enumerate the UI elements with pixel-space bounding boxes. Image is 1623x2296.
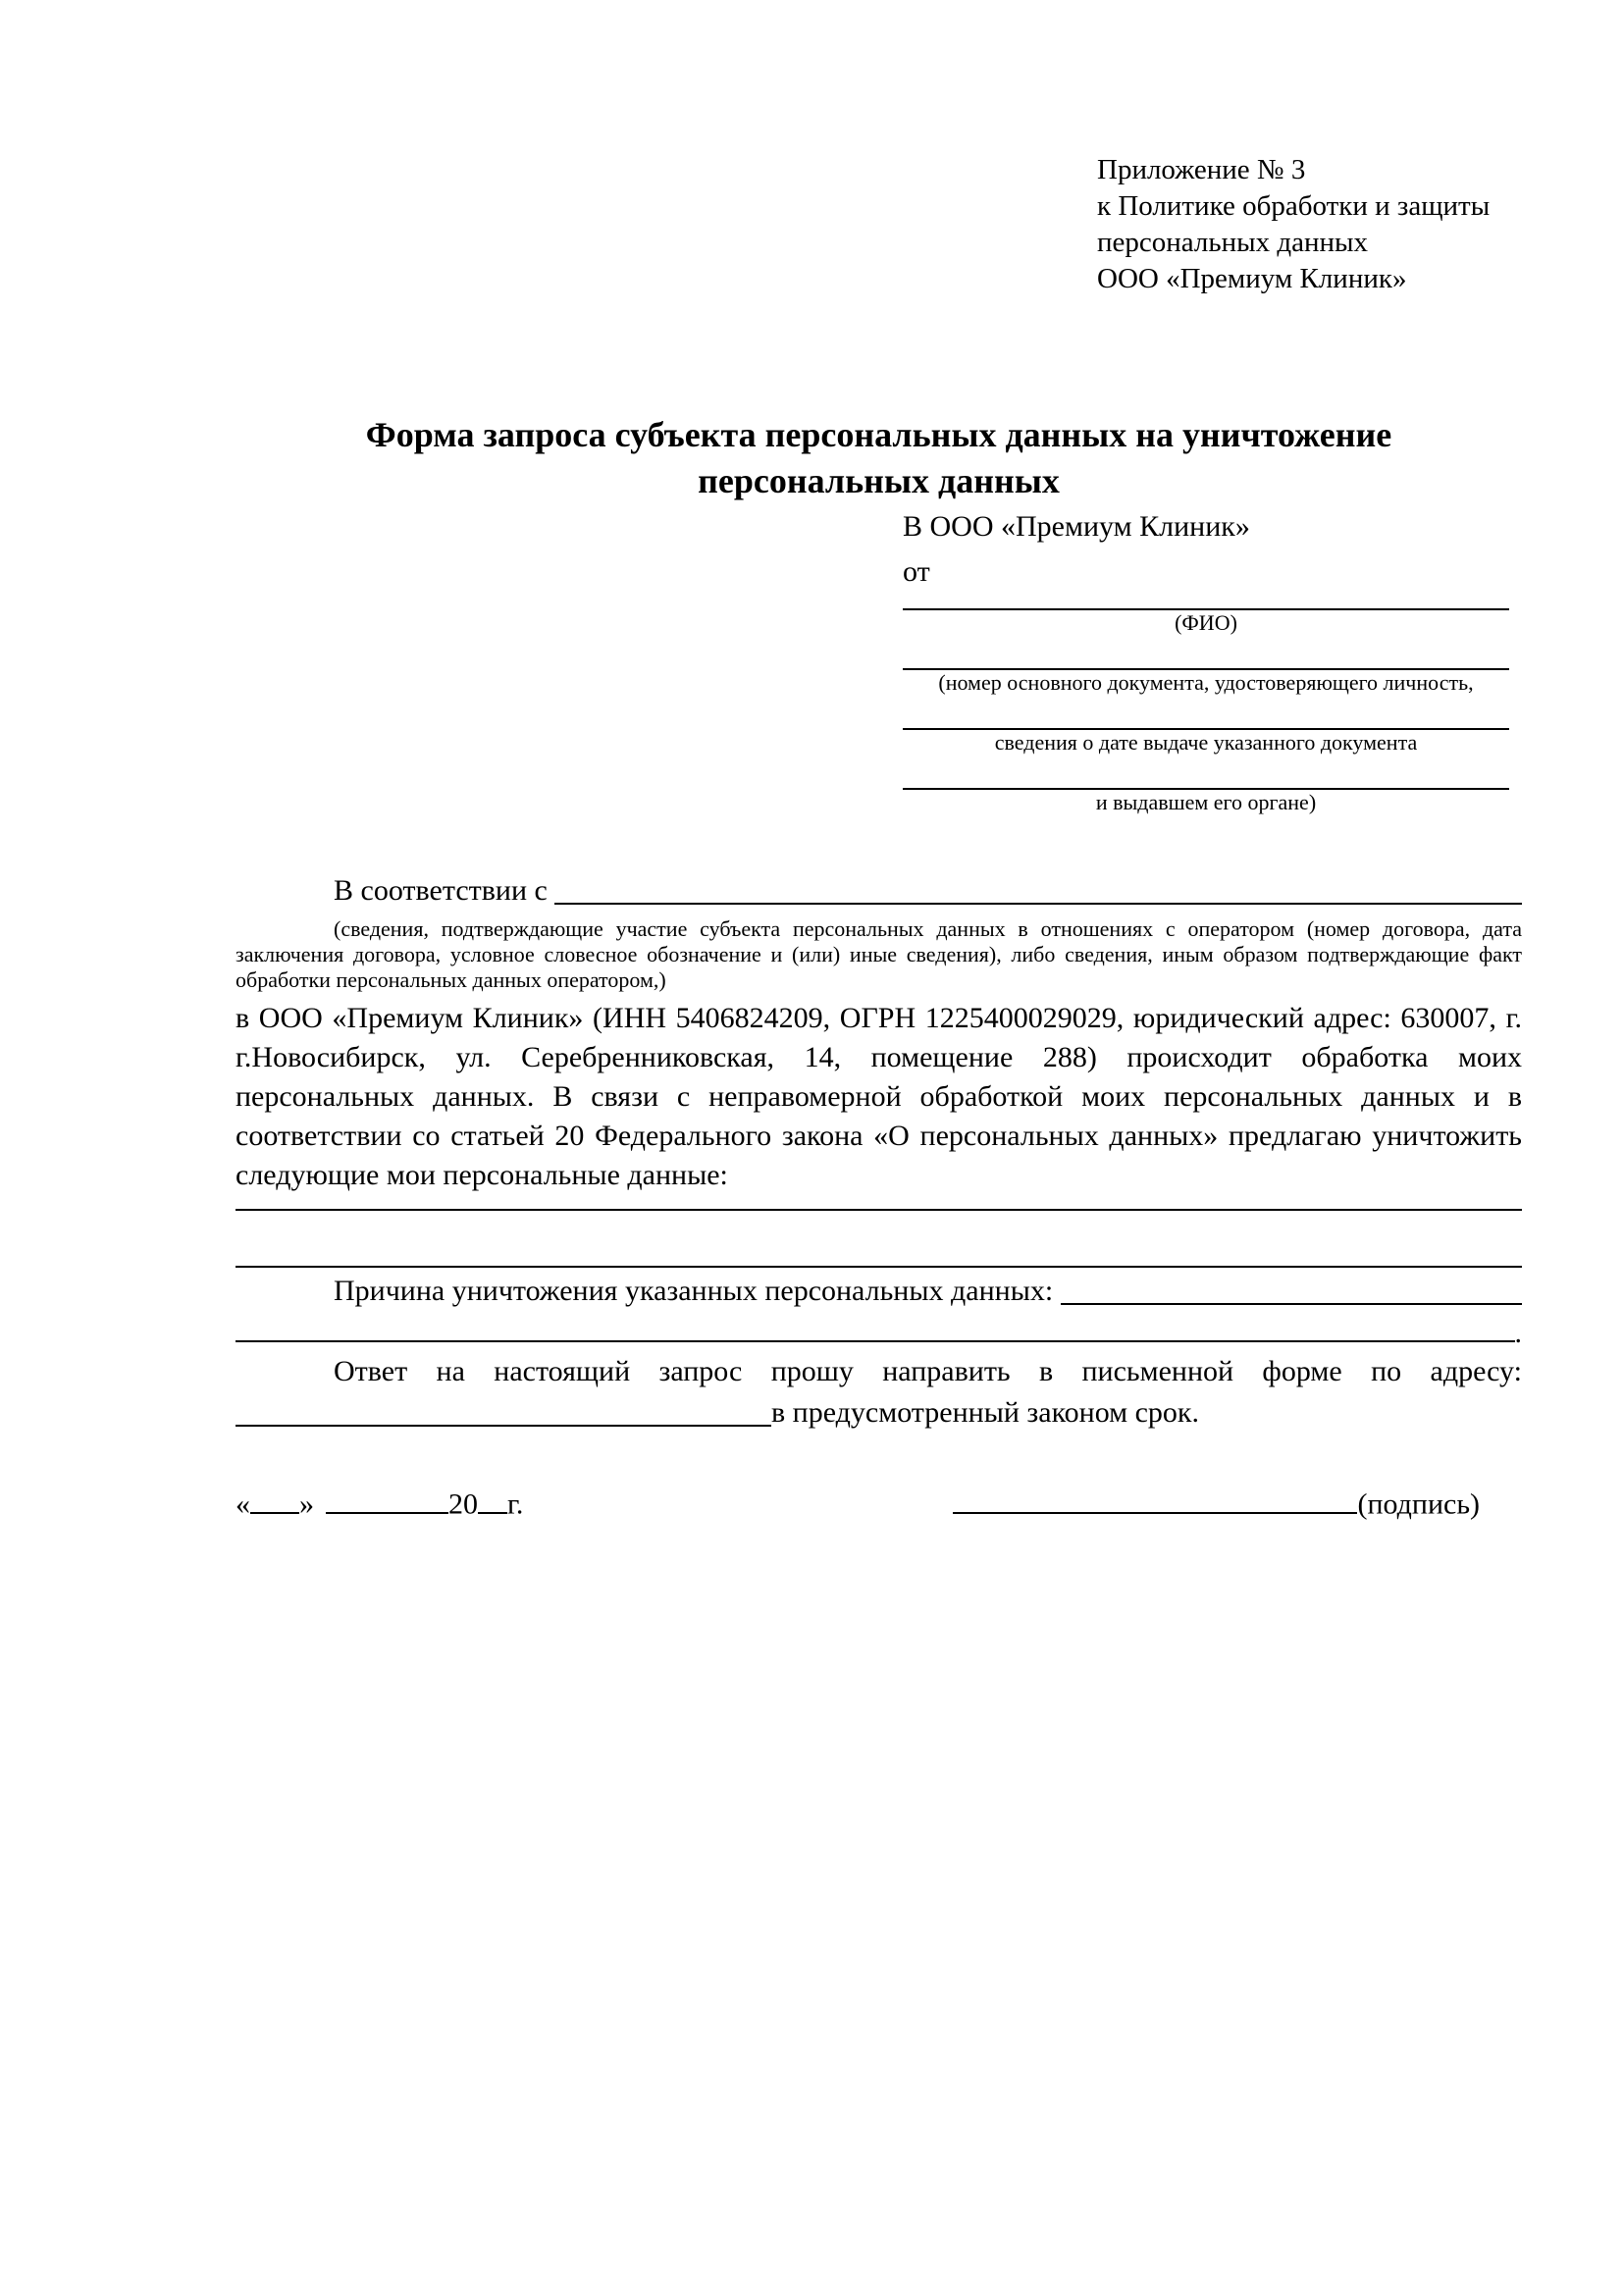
reason-lead-text: Причина уничтожения указанных персональных данных: xyxy=(334,1275,1061,1307)
addressee-block xyxy=(903,504,1509,814)
fio-caption: (ФИО) xyxy=(1175,610,1237,635)
form-title-line2: персональных данных xyxy=(698,461,1060,500)
accordance-row xyxy=(236,871,1522,911)
appendix-line: персональных данных xyxy=(1097,227,1369,258)
appendix-line: ООО «Премиум Клиник» xyxy=(1097,263,1407,294)
term-text: в предусмотренный законом срок. xyxy=(771,1396,1199,1429)
answer-paragraph: Ответ на настоящий запрос прошу направить в письменной форме по адресу: xyxy=(334,1355,1522,1387)
date-year-prefix: 20 xyxy=(448,1487,478,1521)
fio-blank-line xyxy=(903,595,1509,610)
document-issuer-blank-line xyxy=(903,755,1509,790)
personal-data-blank-line-1 xyxy=(236,1195,1522,1211)
date-close-quote: » xyxy=(299,1487,314,1521)
appendix-line: к Политике обработки и защиты xyxy=(1097,190,1491,222)
document-date-caption: сведения о дате выдаче указанного документа xyxy=(994,730,1418,755)
small-print-note: (сведения, подтверждающие участие субъекта персональных данных в отношениях с оператором (номер договора, дата заключения договора, условное словесное обозначение и (или) иные сведения), либо сведения, иным образом подтверждающие факт обработки персональных данных оператором,) xyxy=(236,916,1522,992)
reason-continuation-row xyxy=(236,1311,1522,1348)
date-month-blank-line xyxy=(326,1484,448,1514)
form-title xyxy=(236,412,1522,504)
document-issuer-caption: и выдавшем его органе) xyxy=(1095,790,1317,814)
signature-field xyxy=(953,1484,1480,1525)
reason-row xyxy=(236,1272,1522,1311)
personal-data-blank-line-2 xyxy=(236,1211,1522,1268)
date-year-blank-line xyxy=(478,1484,507,1514)
document-content xyxy=(236,152,1522,1525)
date-signature-row xyxy=(236,1484,1522,1525)
date-year-suffix: г. xyxy=(507,1487,524,1521)
address-blank-line xyxy=(236,1425,771,1427)
accordance-blank-line xyxy=(554,903,1522,905)
appendix-note xyxy=(1097,152,1522,297)
date-open-quote: « xyxy=(236,1487,250,1521)
document-number-caption: (номер основного документа, удостоверяющего личность, xyxy=(938,670,1474,695)
term-row xyxy=(236,1393,1522,1433)
date-day-blank-line xyxy=(250,1484,299,1514)
date-field xyxy=(236,1484,523,1525)
signature-blank-line xyxy=(953,1484,1357,1514)
signature-caption: (подпись) xyxy=(1357,1487,1480,1521)
document-date-blank-line xyxy=(903,695,1509,730)
document-number-blank-line xyxy=(903,635,1509,670)
reason-blank-line xyxy=(1061,1303,1522,1305)
main-paragraph: в ООО «Премиум Клиник» (ИНН 5406824209, ОГРН 1225400029029, юридический адрес: 630007, г. г.Новосибирск, ул. Серебренниковская, 14, помещение 288) происходит обработка моих персональных данных. В связи с неправомерной обработкой моих персональных данных и в соответствии со статьей 20 Федерального закона «О персональных данных» предлагаю уничтожить следующие мои персональные данные: xyxy=(236,1002,1522,1191)
form-title-line1: Форма запроса субъекта персональных данных на уничтожение xyxy=(365,415,1392,454)
reason-blank-line-2 xyxy=(236,1340,1515,1342)
accordance-lead-text: В соответствии с xyxy=(334,874,555,907)
addressee-from: от xyxy=(903,555,930,588)
appendix-line: Приложение № 3 xyxy=(1097,154,1306,185)
addressee-to: В ООО «Премиум Клиник» xyxy=(903,510,1250,543)
period-text: . xyxy=(1514,1317,1522,1349)
